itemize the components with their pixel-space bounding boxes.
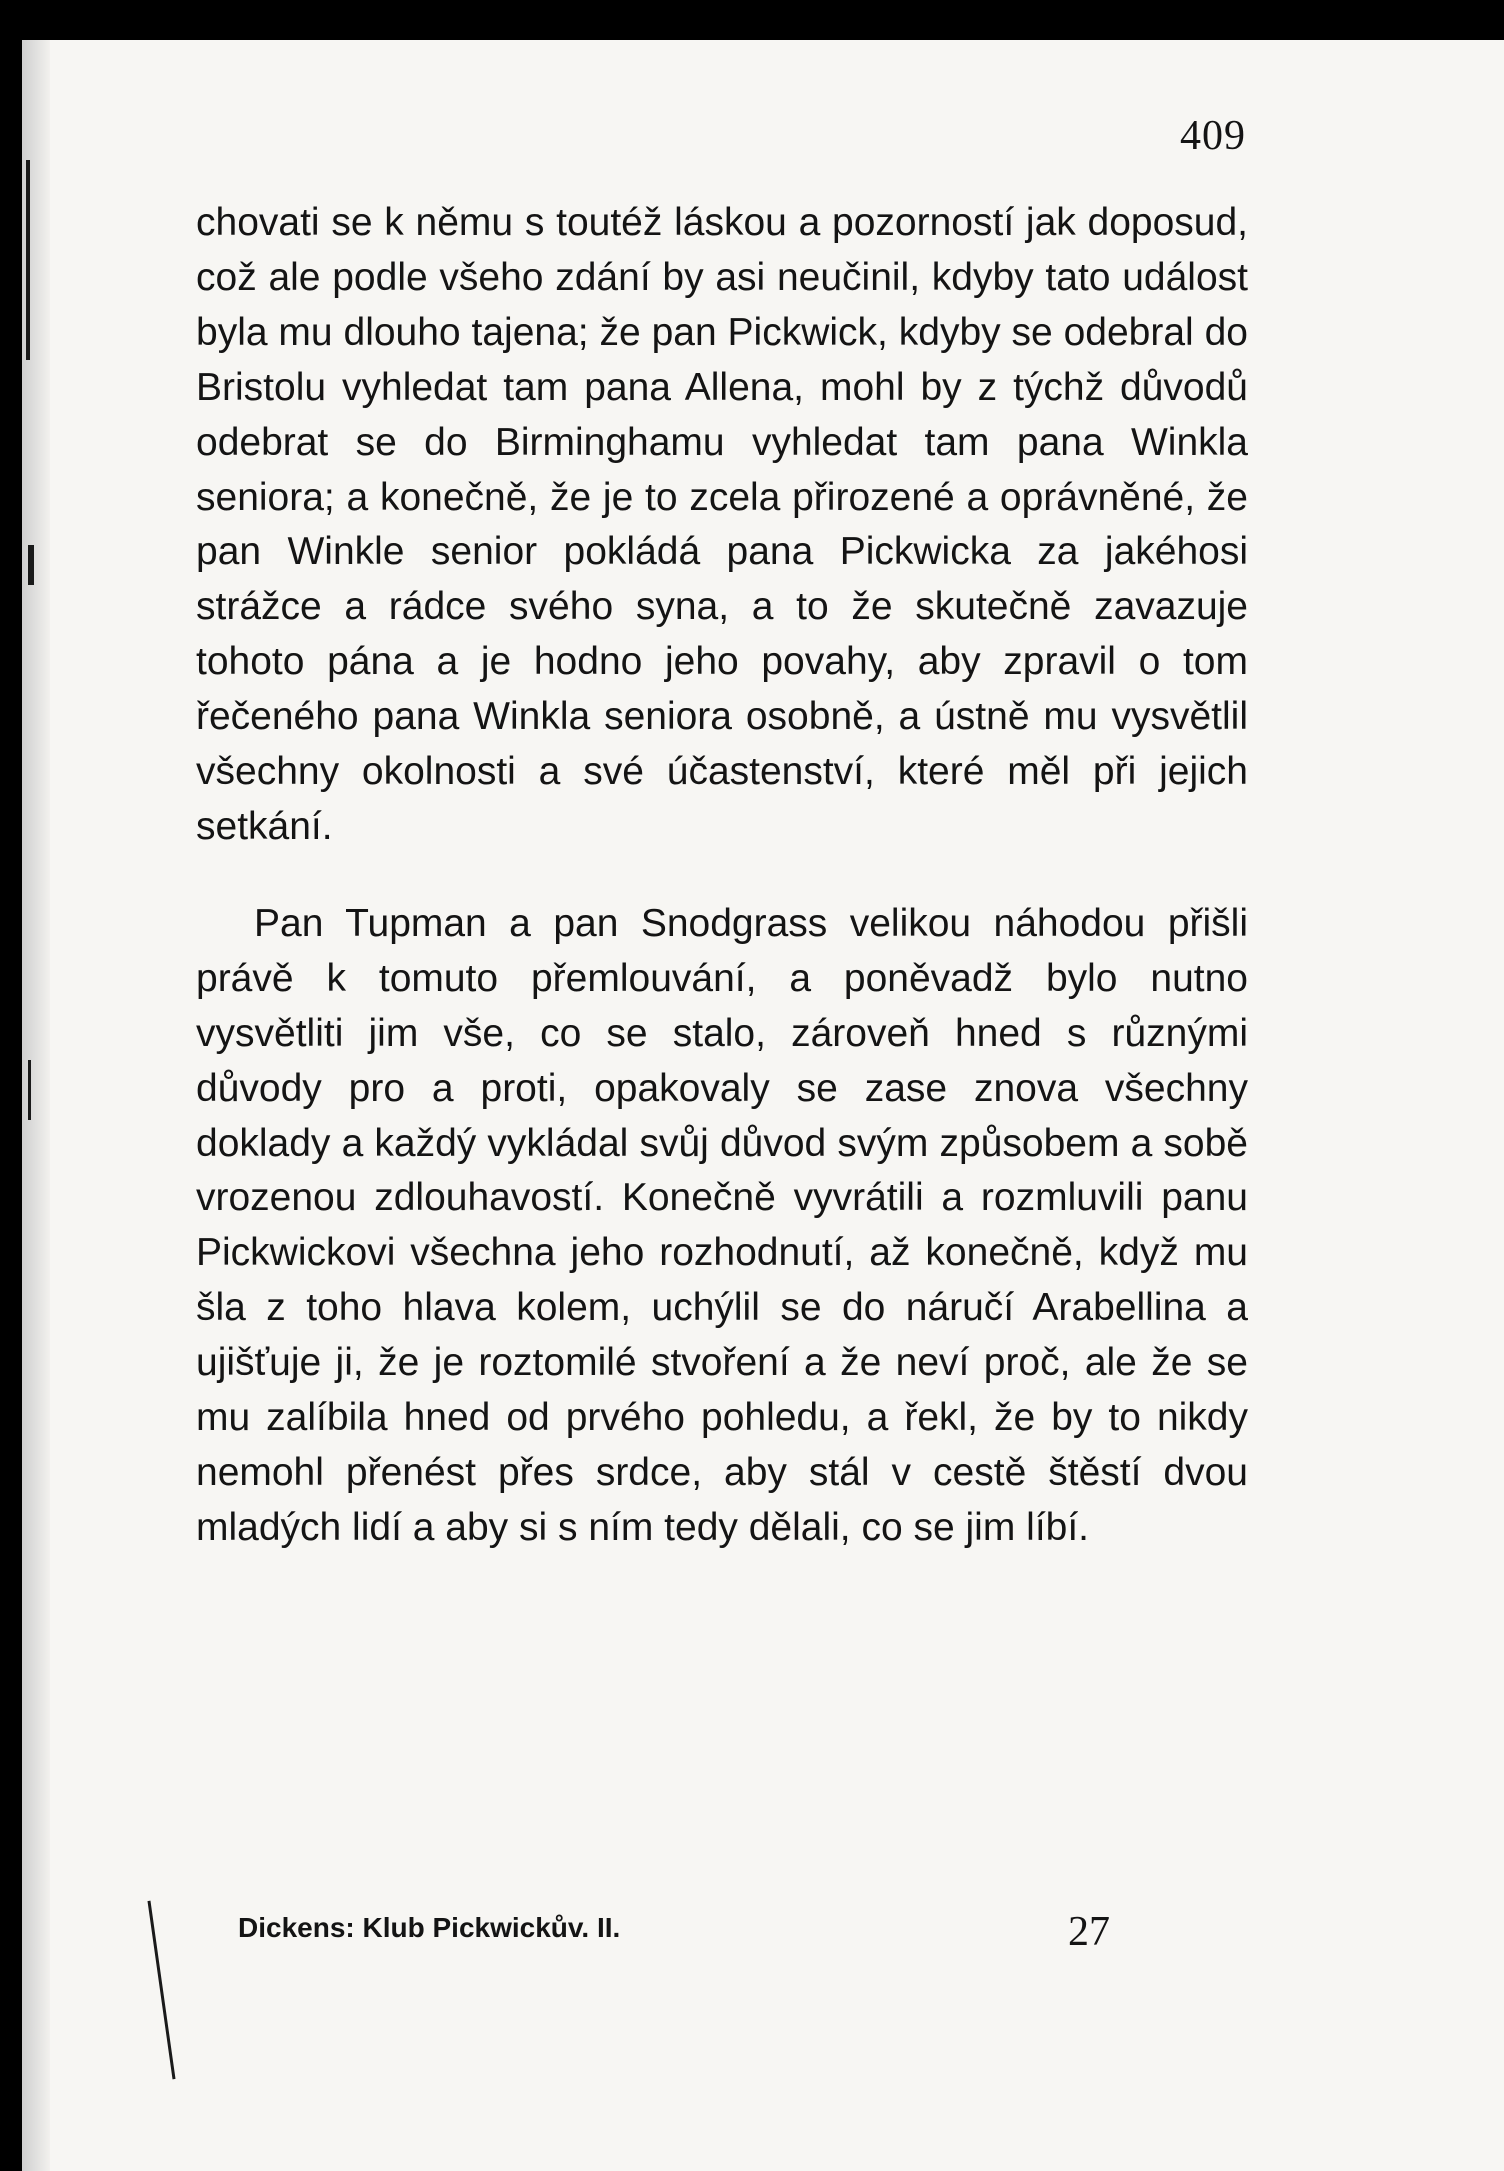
edge-mark — [28, 1060, 31, 1120]
paragraph: chovati se k němu s toutéž láskou a pozorností jak doposud, což ale podle všeho zdání by asi neučinil, kdyby tato událost byla mu dlouho tajena; že pan Pickwick, kdyby se odebral do Bristolu vyhledat tam pana Allena, mohl by z týchž důvodů odebrat se do Birminghamu vyhledat tam pana Winkla seniora; a konečně, že je to zcela přirozené a oprávněné, že pan Winkle senior pokládá pana Pickwicka za jakéhosi strážce a rádce svého syna, a to že skutečně zavazuje tohoto pána a je hodno jeho povahy, aby zpravil o tom řečeného pana Winkla seniora osobně, a ústně mu vysvětlil všechny okolnosti a své účastenství, které měl při jejich setkání. — [196, 201, 1248, 848]
edge-mark — [28, 545, 34, 585]
signature-number: 27 — [1068, 1909, 1110, 1955]
footer-signature: Dickens: Klub Pickwickův. II. — [238, 1912, 621, 1943]
body-text — [196, 196, 1248, 1556]
edge-mark — [26, 160, 30, 360]
page-number: 409 — [1180, 113, 1246, 159]
paragraph: Pan Tupman a pan Snodgrass velikou náhodou přišli právě k tomuto přemlouvání, a poněvadž bylo nutno vysvětliti jim vše, co se stalo, zároveň hned s různými důvody pro a proti, opakovaly se zase znova všechny doklady a každý vykládal svůj důvod svým způsobem a sobě vrozenou zdlouhavostí. Konečně vyvrátili a rozmluvili panu Pickwickovi všechna jeho rozhodnutí, až konečně, když mu šla z toho hlava kolem, uchýlil se do náručí Arabellina a ujišťuje ji, že je roztomilé stvoření a že neví proč, ale že se mu zalíbila hned od prvého pohledu, a řekl, že by to nikdy nemohl přenést přes srdce, aby stál v cestě štěstí dvou mladých lidí a aby si s ním tedy dělali, co se jim líbí. — [196, 901, 1248, 1549]
